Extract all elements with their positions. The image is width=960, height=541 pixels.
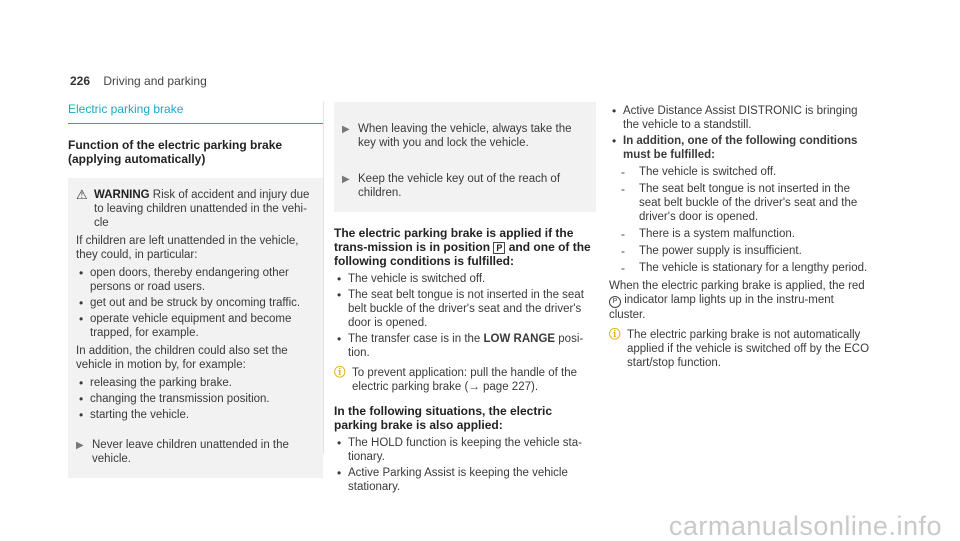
list-item: • In addition, one of the following conditions must be fulfilled: (612, 134, 858, 161)
warning-box (68, 178, 323, 478)
list-item: - The seat belt tongue is not inserted in the seat belt buckle of the driver's seat and the driver's door is opened. (621, 182, 858, 223)
list-item: • Active Distance Assist DISTRONIC is bringing the vehicle to a standstill. (612, 104, 858, 131)
list-item: • The transfer case is in the LOW RANGE posi-tion. (337, 332, 584, 359)
warning-text: Risk of accident and injury due to leaving children unattended in the vehi-cle (94, 189, 310, 229)
list-item: • open doors, thereby endangering other persons or road users. (79, 266, 289, 293)
page-header (70, 74, 207, 88)
watermark: carmanualsonline.info (668, 511, 942, 541)
warning-list-1 (76, 266, 315, 340)
action-arrow-icon: ▶ (76, 440, 84, 451)
note-icon: ⓘ (334, 367, 346, 379)
list-item: • get out and be struck by oncoming traffic. (79, 296, 301, 310)
warning-box-continued (334, 102, 596, 212)
warning-triangle-icon: ⚠ (76, 187, 88, 202)
condition-dash-list (609, 165, 871, 275)
column-3 (609, 102, 871, 376)
situations-list (334, 436, 596, 494)
list-item: • The vehicle is switched off. (337, 272, 486, 286)
list-item: • changing the transmission position. (79, 392, 270, 406)
column-1 (68, 102, 323, 478)
list-item: - The vehicle is stationary for a lengthy period. (621, 261, 868, 275)
warning-list-2 (76, 376, 315, 422)
warning-body-1: If children are left unattended in the vehicle, they could, in particular: (76, 235, 299, 261)
applied-heading: The electric parking brake is applied if the trans-mission is in position P and one of the following conditions is fulfilled: (334, 226, 591, 268)
situations-heading: In the following situations, the electric parking brake is also applied: (334, 404, 553, 432)
action-item: ▶ When leaving the vehicle, always take the key with you and lock the vehicle. (342, 116, 588, 156)
action-item: ▶ Keep the vehicle key out of the reach of children. (342, 166, 588, 206)
list-item: • Active Parking Assist is keeping the vehicle stationary. (337, 466, 568, 493)
section-title: Electric parking brake (68, 102, 323, 124)
note: ⓘ To prevent application: pull the handle of the electric parking brake (→ page 227). (334, 367, 578, 393)
list-item: - There is a system malfunction. (621, 227, 795, 241)
distronic-list (609, 104, 871, 162)
warning-label: WARNING (94, 189, 150, 201)
note: ⓘ The electric parking brake is not automatically applied if the vehicle is switched off by the ECO start/stop function. (609, 329, 870, 369)
parking-brake-indicator-icon: P (609, 296, 621, 308)
list-item: • starting the vehicle. (79, 408, 190, 422)
chapter-title: Driving and parking (103, 74, 207, 88)
list-item: • The seat belt tongue is not inserted in the seat belt buckle of the driver's seat and the driver's door is opened. (337, 288, 584, 329)
warning-action: ▶ Never leave children unattended in the vehicle. (76, 432, 315, 472)
action-arrow-icon: ▶ (342, 124, 350, 135)
indicator-paragraph: When the electric parking brake is applied, the red P indicator lamp lights up in the instru-ment cluster. (609, 280, 865, 321)
warning-header (76, 188, 315, 230)
list-item: - The vehicle is switched off. (621, 165, 777, 179)
function-heading: Function of the electric parking brake (applying automatically) (68, 138, 283, 166)
column-divider (323, 102, 324, 454)
list-item: • releasing the parking brake. (79, 376, 232, 390)
list-item: • The HOLD function is keeping the vehicle sta-tionary. (337, 436, 582, 463)
action-arrow-icon: ▶ (342, 174, 350, 185)
note-icon: ⓘ (609, 329, 621, 341)
conditions-list (334, 272, 596, 360)
parking-p-icon: P (493, 242, 505, 254)
list-item: • operate vehicle equipment and become trapped, for example. (79, 312, 292, 339)
list-item: - The power supply is insufficient. (621, 244, 802, 258)
page-number: 226 (70, 74, 91, 88)
warning-body-2: In addition, the children could also set the vehicle in motion by, for example: (76, 345, 288, 371)
column-2 (334, 102, 596, 496)
